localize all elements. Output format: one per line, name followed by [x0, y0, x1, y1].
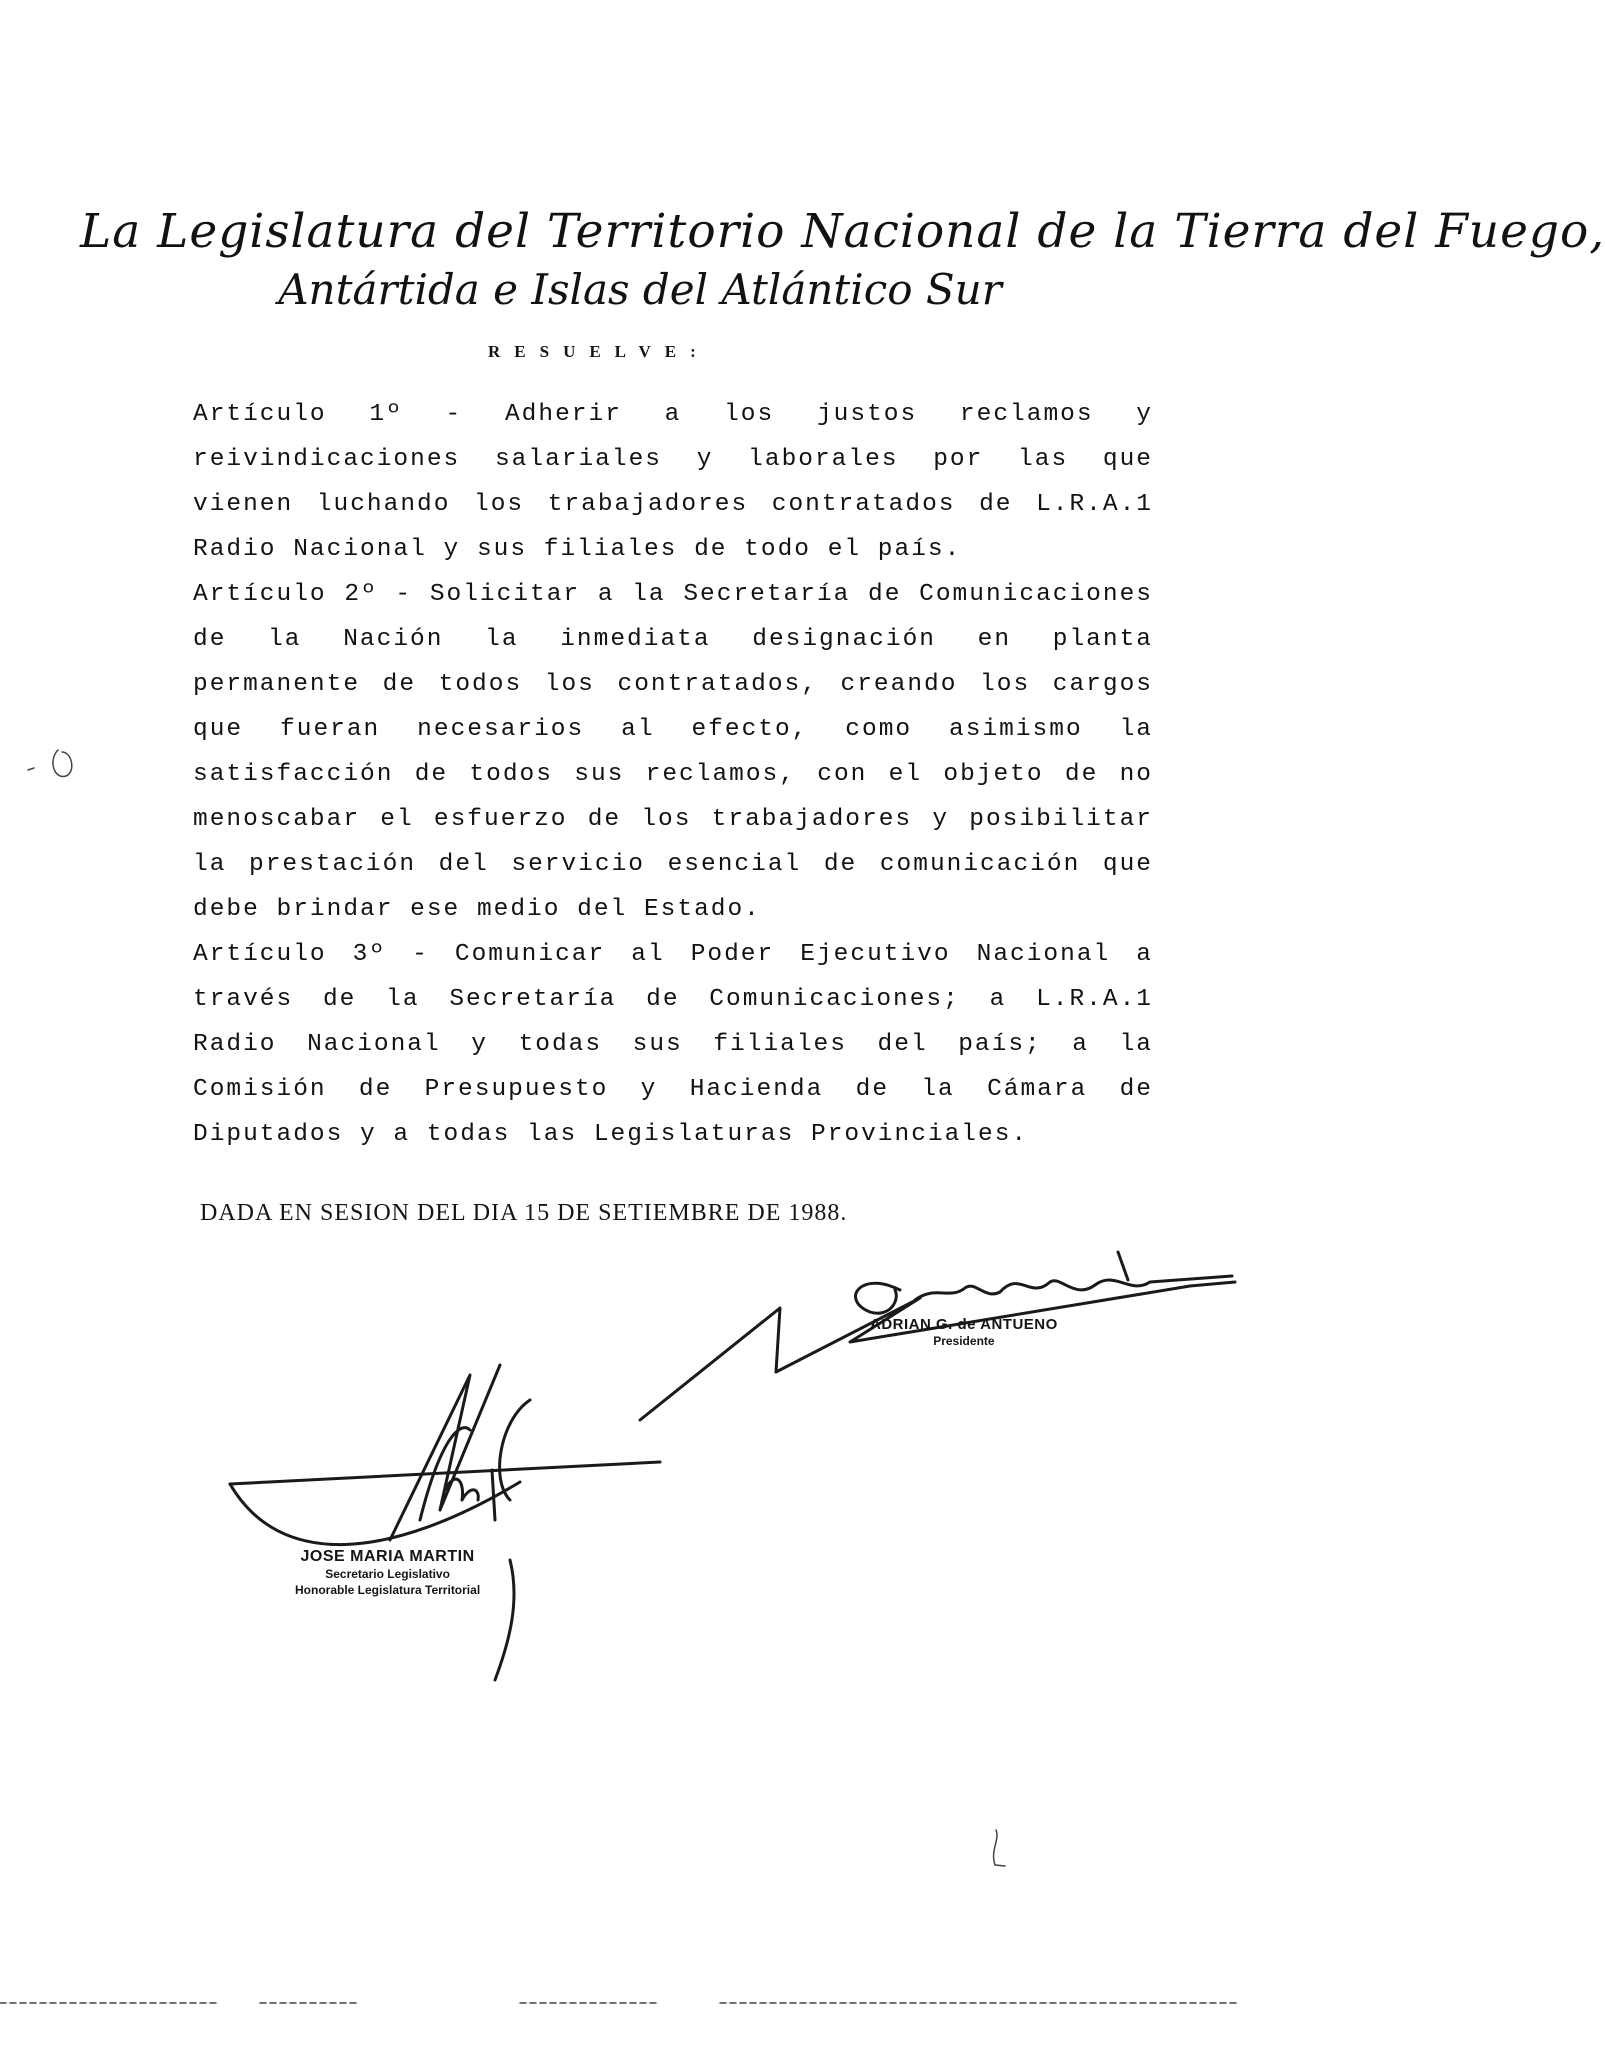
article-3: Artículo 3º - Comunicar al Poder Ejecutivo Nacional a través de la Secretaría de Comunicaciones; a L.R.A.1 Radio Nacional y todas sus filiales del país; a la Comisión de Presupuesto y Hacienda de la Cámara de Diputados y a todas las Legislaturas Provinciales.: [193, 941, 1153, 1148]
secretary-name: JOSE MARIA MARTIN: [300, 1548, 475, 1565]
letterhead-line-2: Antártida e Islas del Atlántico Sur: [278, 265, 1002, 314]
secretary-signature: [230, 1365, 660, 1680]
president-signature-block: [870, 1316, 1058, 1349]
session-date: DADA EN SESION DEL DIA 15 DE SETIEMBRE DE 1988.: [200, 1200, 848, 1226]
article-1: Artículo 1º - Adherir a los justos reclamos y reivindicaciones salariales y laborales por las que vienen luchando los trabajadores contratados de L.R.A.1 Radio Nacional y sus filiales de todo el país.: [193, 401, 1153, 563]
president-name: ADRIAN G. de ANTUENO: [870, 1316, 1058, 1333]
resuelve-heading: RESUELVE:: [488, 342, 710, 361]
secretary-institution: Honorable Legislatura Territorial: [295, 1583, 481, 1597]
article-2: Artículo 2º - Solicitar a la Secretaría de Comunicaciones de la Nación la inmediata designación en planta permanente de todos los contratados, creando los cargos que fueran necesarios al efecto, como asimismo la satisfacción de todos sus reclamos, con el objeto de no menoscabar el esfuerzo de los trabajadores y posibilitar la prestación del servicio esencial de comunicación que debe brindar ese medio del Estado.: [193, 581, 1153, 923]
secretary-signature-block: [295, 1548, 480, 1598]
president-title: Presidente: [933, 1334, 995, 1348]
scan-marks: [0, 750, 1240, 2003]
secretary-title: Secretario Legislativo: [325, 1567, 450, 1581]
letterhead-line-1: La Legislatura del Territorio Nacional de la Tierra del Fuego,: [80, 204, 1605, 259]
